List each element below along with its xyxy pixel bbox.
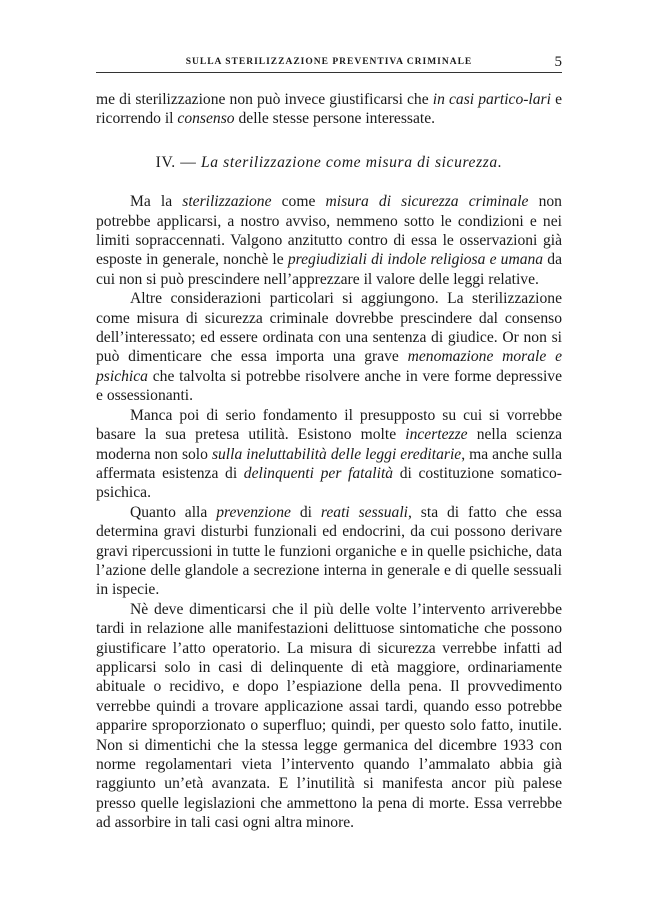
- running-header: [96, 54, 562, 74]
- running-title: SULLA STERILIZZAZIONE PREVENTIVA CRIMINALE: [185, 57, 473, 67]
- paragraph-3: Manca poi di serio fondamento il presupposto su cui si vorrebbe basare la sua pretesa utilità. Esistono molte incertezze nella scienza moderna non solo sulla ineluttabilità delle leggi ereditarie, ma anche sulla affermata esistenza di delinquenti per fatalità di costituzione somatico-psichica.: [96, 406, 562, 502]
- section-heading: [96, 153, 562, 172]
- paragraph-5: Nè deve dimenticarsi che il più delle volte l’intervento arriverebbe tardi in relazione alle manifestazioni delittuose sintomatiche che possono giustificare l’atto operatorio. La misura di sicurezza verrebbe infatti ad applicarsi solo in casi di delinquente di età maggiore, ordinariamente abituale o recidivo, e dopo l’espiazione della pena. Il provvedimento verrebbe quindi a trovare applicazione assai tardi, quando esso potrebbe apparire sproporzionato o superfluo; quindi, per questo solo fatto, inutile. Non si dimentichi che la stessa legge germanica del dicembre 1933 con norme regolamentari vieta l’intervento quando l’ammalato abbia già raggiunto un’età avanzata. E l’inutilità si manifesta ancor più palese presso quelle legislazioni che ammettono la pena di morte. Essa verrebbe ad assorbire in tali casi ogni altra minore.: [96, 600, 562, 832]
- header-rule: [96, 72, 562, 73]
- paragraph-0: me di sterilizzazione non può invece giustificarsi che in casi partico-lari e ricorrendo il consenso delle stesse persone interessate.: [96, 91, 562, 128]
- section-number: IV. —: [155, 153, 201, 171]
- paragraph-4: Quanto alla prevenzione di reati sessuali, sta di fatto che essa determina gravi disturbi funzionali ed endocrini, da cui possono derivare gravi ripercussioni in tutte le funzioni organiche e in quelle psichiche, data l’azione delle glandole a secrezione interna in generale e di quelle sessuali in ispecie.: [96, 503, 562, 599]
- section-title: La sterilizzazione come misura di sicurezza.: [201, 153, 503, 171]
- body-text: [96, 90, 562, 833]
- page-number: 5: [554, 54, 562, 70]
- paragraph-1: Ma la sterilizzazione come misura di sicurezza criminale non potrebbe applicarsi, a nostro avviso, nemmeno sotto le condizioni e nei limiti sopraccennati. Valgono anzitutto contro di essa le osservazioni già esposte in generale, nonchè le pregiudiziali di indole religiosa e umana da cui non si può prescindere nell’apprezzare il valore delle leggi relative.: [96, 193, 562, 288]
- paragraph-2: Altre considerazioni particolari si aggiungono. La sterilizzazione come misura di sicurezza criminale dovrebbe prescindere dal consenso dell’interessato; ed essere ordinata con una sentenza di giudice. Or non si può dimenticare che essa importa una grave menomazione morale e psichica che talvolta si potrebbe risolvere anche in vere forme depressive e ossessionanti.: [96, 290, 562, 405]
